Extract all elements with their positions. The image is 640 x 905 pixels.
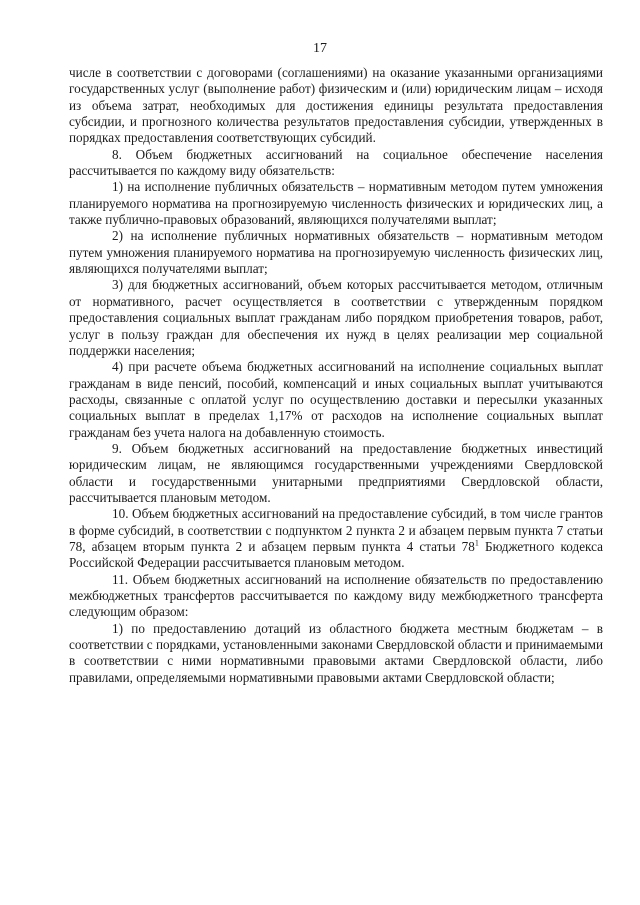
subparagraph-11-1: 1) по предоставлению дотаций из областного бюджета местным бюджетам – в соответствии с порядками, установленными законами Свердловской области и принимаемыми в соответствии с ними нормативными правовыми актами Свердловской области, либо правилами, определяемыми нормативными правовыми актами Свердловской области;: [69, 620, 603, 685]
document-body: [69, 65, 603, 686]
article-superscript: 1: [474, 538, 479, 548]
paragraph-continuation: числе в соответствии с договорами (соглашениями) на оказание указанными организациями государственных услуг (выполнение работ) физическим и (или) юридическим лицам – исходя из объема затрат, необходимых для достижения единицы результата предоставления субсидии, и прогнозного количества результатов предоставления субсидии, утвержденных в порядках предоставления соответствующих субсидий.: [69, 65, 603, 146]
subparagraph-8-4: 4) при расчете объема бюджетных ассигнований на исполнение социальных выплат гражданам в виде пенсий, пособий, компенсаций и иных социальных выплат учитываются расходы, связанные с оплатой услуг по осуществлению доставки и пересылки указанных социальных выплат в пределах 1,17% от расходов на исполнение социальных выплат гражданам без учета налога на добавленную стоимость.: [69, 359, 603, 440]
paragraph-item-10-text-a: 10. Объем бюджетных ассигнований на предоставление субсидий, в том числе грантов в форме субсидий, в соответствии с подпунктом 2 пункта 2 и абзацем первым пункта 7 статьи 78, абзацем вторым пункта 2 и абзацем первым пункта 4 статьи 78: [69, 506, 603, 554]
subparagraph-8-2: 2) на исполнение публичных нормативных обязательств – нормативным методом путем умножения планируемого норматива на прогнозируемую численность физических лиц, являющихся получателями выплат;: [69, 228, 603, 277]
paragraph-item-10-text-b: Бюджетного кодекса Российской Федерации рассчитывается плановым методом.: [69, 538, 603, 571]
paragraph-item-11: 11. Объем бюджетных ассигнований на исполнение обязательств по предоставлению межбюджетных трансфертов рассчитывается по каждому виду межбюджетного трансферта следующим образом:: [69, 571, 603, 620]
subparagraph-8-1: 1) на исполнение публичных обязательств – нормативным методом путем умножения планируемого норматива на прогнозируемую численность физических и юридических лиц, а также публично-правовых образований, являющихся получателями выплат;: [69, 179, 603, 228]
paragraph-item-10: [69, 506, 603, 571]
page-number: 17: [313, 41, 327, 56]
paragraph-item-9: 9. Объем бюджетных ассигнований на предоставление бюджетных инвестиций юридическим лицам, не являющимся государственными учреждениями Свердловской области и государственными унитарными предприятиями Свердловской области, рассчитывается плановым методом.: [69, 440, 603, 505]
paragraph-item-8: 8. Объем бюджетных ассигнований на социальное обеспечение населения рассчитывается по каждому виду обязательств:: [69, 146, 603, 179]
subparagraph-8-3: 3) для бюджетных ассигнований, объем которых рассчитывается методом, отличным от нормативного, расчет осуществляется в соответствии с утвержденным порядком предоставления социальных выплат гражданам либо порядком приобретения товаров, работ, услуг в пользу граждан для обеспечения их нужд в целях реализации мер социальной поддержки населения;: [69, 277, 603, 358]
